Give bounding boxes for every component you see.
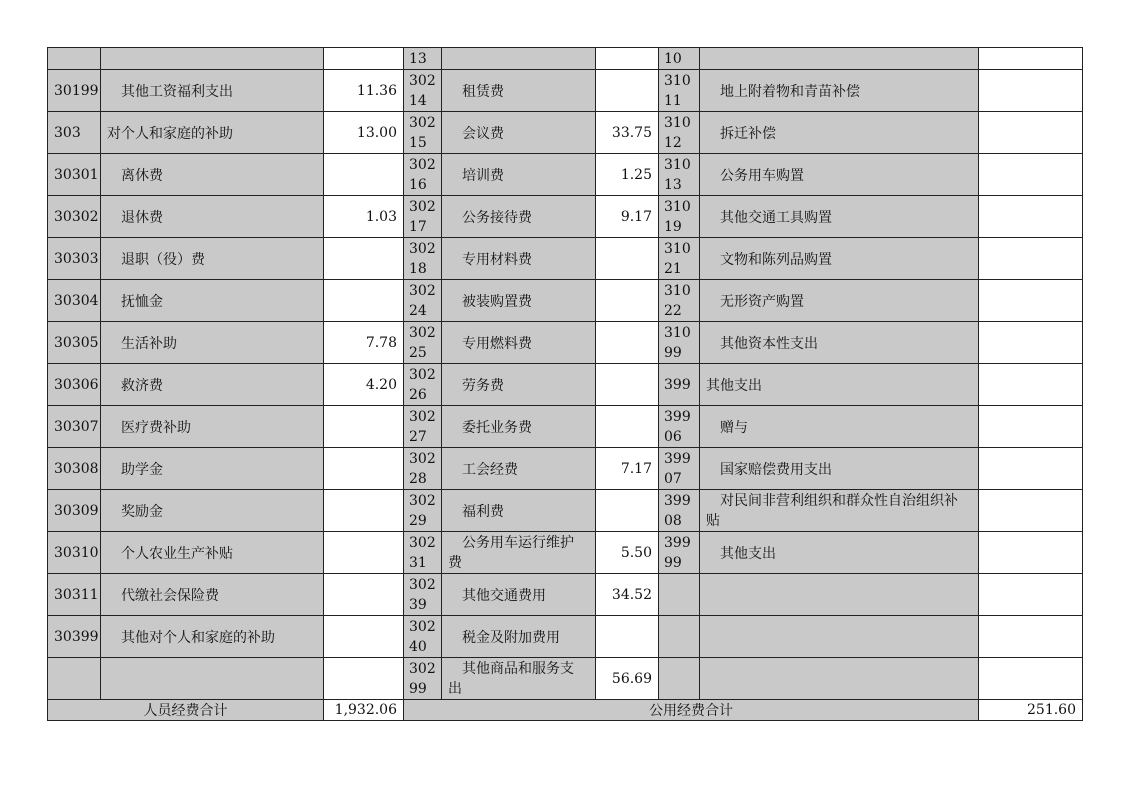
item-amount — [979, 448, 1083, 490]
item-code-part: 28 — [409, 470, 427, 487]
item-name: 租赁费 — [442, 70, 596, 112]
personnel-total-value: 1,932.06 — [324, 700, 404, 721]
item-code-part: 302 — [409, 240, 436, 257]
item-name — [442, 658, 596, 700]
table-row — [48, 112, 1083, 154]
item-name: 劳务费 — [442, 364, 596, 406]
item-code-part: 310 — [664, 324, 691, 341]
item-name: 离休费 — [101, 154, 324, 196]
item-amount: 5.50 — [596, 532, 659, 574]
table-row — [48, 196, 1083, 238]
item-amount: 4.20 — [324, 364, 404, 406]
personnel-total-label: 人员经费合计 — [48, 700, 324, 721]
item-amount: 1.25 — [596, 154, 659, 196]
item-amount — [979, 238, 1083, 280]
item-name: 无形资产购置 — [700, 280, 979, 322]
item-name: 专用燃料费 — [442, 322, 596, 364]
item-amount — [979, 154, 1083, 196]
item-code — [659, 280, 700, 322]
item-code-part: 302 — [409, 534, 436, 551]
item-name — [700, 616, 979, 658]
item-amount — [979, 406, 1083, 448]
item-amount — [324, 448, 404, 490]
item-code — [659, 196, 700, 238]
table-row — [48, 448, 1083, 490]
fragment-code-cell: 13 — [404, 48, 442, 70]
item-code — [659, 658, 700, 700]
item-name: 国家赔偿费用支出 — [700, 448, 979, 490]
item-name-part: 对民间非营利组织和群众性自治组织补 — [720, 492, 958, 509]
item-code — [659, 322, 700, 364]
item-amount — [979, 280, 1083, 322]
item-code: 30305 — [48, 322, 101, 364]
item-code-part: 302 — [409, 618, 436, 635]
table-row — [48, 238, 1083, 280]
table-row — [48, 154, 1083, 196]
item-name: 个人农业生产补贴 — [101, 532, 324, 574]
item-code — [659, 238, 700, 280]
table-row — [48, 322, 1083, 364]
item-amount — [979, 658, 1083, 700]
table-row — [48, 658, 1083, 700]
item-code — [404, 658, 442, 700]
item-name: 其他支出 — [700, 364, 979, 406]
item-code-part: 99 — [664, 344, 682, 361]
item-amount — [979, 532, 1083, 574]
item-code-part: 13 — [664, 176, 682, 193]
item-code-part: 310 — [664, 282, 691, 299]
item-code-part: 310 — [664, 156, 691, 173]
item-code-part: 40 — [409, 638, 427, 655]
item-name: 医疗费补助 — [101, 406, 324, 448]
item-code — [404, 322, 442, 364]
item-code-part: 310 — [664, 114, 691, 131]
item-code — [404, 238, 442, 280]
item-amount: 9.17 — [596, 196, 659, 238]
item-name: 其他支出 — [700, 532, 979, 574]
item-code-part: 15 — [409, 134, 427, 151]
item-name: 其他交通费用 — [442, 574, 596, 616]
table-cell — [101, 48, 324, 70]
item-code — [404, 280, 442, 322]
item-code-part: 19 — [664, 218, 682, 235]
item-code — [404, 196, 442, 238]
item-name: 奖励金 — [101, 490, 324, 532]
item-name-part: 公务用车运行维护 — [462, 534, 574, 551]
item-name: 专用材料费 — [442, 238, 596, 280]
item-name: 培训费 — [442, 154, 596, 196]
item-code: 30309 — [48, 490, 101, 532]
item-code — [659, 70, 700, 112]
item-amount — [596, 280, 659, 322]
table-cell — [324, 48, 404, 70]
item-code-part: 310 — [664, 72, 691, 89]
item-code-part: 27 — [409, 428, 427, 445]
item-amount: 13.00 — [324, 112, 404, 154]
item-code: 30310 — [48, 532, 101, 574]
item-name: 福利费 — [442, 490, 596, 532]
item-name: 其他对个人和家庭的补助 — [101, 616, 324, 658]
item-amount: 34.52 — [596, 574, 659, 616]
item-code-part: 302 — [409, 450, 436, 467]
table-row — [48, 532, 1083, 574]
item-amount — [324, 490, 404, 532]
item-code-part: 29 — [409, 512, 427, 529]
item-name — [700, 574, 979, 616]
fragment-code-cell: 10 — [659, 48, 700, 70]
item-code: 30199 — [48, 70, 101, 112]
item-code-part: 22 — [664, 302, 682, 319]
item-code-part: 18 — [409, 260, 427, 277]
item-amount — [324, 658, 404, 700]
item-code-part: 11 — [664, 92, 682, 109]
item-name: 赠与 — [700, 406, 979, 448]
item-amount — [979, 112, 1083, 154]
item-amount — [979, 70, 1083, 112]
table-row — [48, 364, 1083, 406]
totals-row — [48, 700, 1083, 721]
item-amount — [596, 322, 659, 364]
item-code — [404, 406, 442, 448]
item-code-part: 399 — [664, 534, 691, 551]
item-name: 其他工资福利支出 — [101, 70, 324, 112]
item-name: 被装购置费 — [442, 280, 596, 322]
item-code: 303 — [48, 112, 101, 154]
item-name: 代缴社会保险费 — [101, 574, 324, 616]
item-name: 其他交通工具购置 — [700, 196, 979, 238]
item-code-part: 302 — [409, 660, 436, 677]
item-code — [659, 112, 700, 154]
item-code-part: 06 — [664, 428, 682, 445]
item-amount — [979, 574, 1083, 616]
item-code — [659, 154, 700, 196]
item-code-part: 399 — [664, 450, 691, 467]
item-name-part: 其他商品和服务支 — [462, 660, 574, 677]
item-amount — [979, 364, 1083, 406]
item-name: 其他资本性支出 — [700, 322, 979, 364]
item-code-part: 39 — [409, 596, 427, 613]
item-code: 30301 — [48, 154, 101, 196]
item-code-part: 302 — [409, 198, 436, 215]
item-amount — [596, 490, 659, 532]
item-code-part: 99 — [409, 680, 427, 697]
item-name: 拆迁补偿 — [700, 112, 979, 154]
item-name: 生活补助 — [101, 322, 324, 364]
item-code: 30302 — [48, 196, 101, 238]
table-cell — [596, 48, 659, 70]
item-name — [700, 658, 979, 700]
item-code-part: 399 — [664, 376, 691, 393]
item-name-part: 出 — [448, 680, 462, 697]
item-name: 抚恤金 — [101, 280, 324, 322]
item-code — [404, 70, 442, 112]
item-name: 对个人和家庭的补助 — [101, 112, 324, 154]
item-amount — [596, 616, 659, 658]
item-code-part: 25 — [409, 344, 427, 361]
item-amount — [324, 406, 404, 448]
item-amount — [979, 616, 1083, 658]
item-name — [101, 658, 324, 700]
public-total-label: 公用经费合计 — [404, 700, 979, 721]
continued-fragment-row — [48, 48, 1083, 70]
item-code — [659, 616, 700, 658]
item-code-part: 399 — [664, 408, 691, 425]
item-code-part: 26 — [409, 386, 427, 403]
item-code-part: 24 — [409, 302, 427, 319]
item-code — [404, 574, 442, 616]
item-code: 30307 — [48, 406, 101, 448]
item-amount — [324, 532, 404, 574]
item-code — [404, 364, 442, 406]
item-code-part: 302 — [409, 114, 436, 131]
item-name: 助学金 — [101, 448, 324, 490]
table-cell — [48, 48, 101, 70]
item-amount: 1.03 — [324, 196, 404, 238]
item-code-part: 302 — [409, 156, 436, 173]
item-code-part: 07 — [664, 470, 682, 487]
item-name — [700, 490, 979, 532]
item-code-part: 302 — [409, 492, 436, 509]
item-name: 地上附着物和青苗补偿 — [700, 70, 979, 112]
item-code — [404, 154, 442, 196]
table-row — [48, 406, 1083, 448]
item-code: 30311 — [48, 574, 101, 616]
item-code — [404, 490, 442, 532]
item-code-part: 310 — [664, 198, 691, 215]
item-amount — [324, 616, 404, 658]
item-amount: 33.75 — [596, 112, 659, 154]
item-code: 30303 — [48, 238, 101, 280]
item-amount — [324, 238, 404, 280]
table-row — [48, 70, 1083, 112]
item-code-part: 08 — [664, 512, 682, 529]
item-name: 委托业务费 — [442, 406, 596, 448]
item-code — [404, 112, 442, 154]
item-code — [659, 532, 700, 574]
item-code: 30306 — [48, 364, 101, 406]
item-name: 退职（役）费 — [101, 238, 324, 280]
item-code — [659, 364, 700, 406]
table-row — [48, 616, 1083, 658]
public-total-value: 251.60 — [979, 700, 1083, 721]
item-code — [659, 406, 700, 448]
item-code — [404, 448, 442, 490]
item-name: 会议费 — [442, 112, 596, 154]
table-cell — [700, 48, 979, 70]
item-code — [404, 532, 442, 574]
item-code — [659, 448, 700, 490]
item-code — [404, 616, 442, 658]
item-amount — [979, 196, 1083, 238]
item-amount — [979, 490, 1083, 532]
item-amount: 7.17 — [596, 448, 659, 490]
table-cell — [442, 48, 596, 70]
table-row — [48, 280, 1083, 322]
item-amount — [596, 406, 659, 448]
item-code-part: 99 — [664, 554, 682, 571]
item-code-part: 17 — [409, 218, 427, 235]
item-amount — [324, 280, 404, 322]
item-code — [659, 490, 700, 532]
item-amount — [324, 574, 404, 616]
item-code: 30308 — [48, 448, 101, 490]
item-name: 工会经费 — [442, 448, 596, 490]
item-amount — [324, 154, 404, 196]
item-name: 退休费 — [101, 196, 324, 238]
item-name: 救济费 — [101, 364, 324, 406]
item-name: 税金及附加费用 — [442, 616, 596, 658]
item-code-part: 302 — [409, 366, 436, 383]
table-cell — [979, 48, 1083, 70]
item-name: 公务用车购置 — [700, 154, 979, 196]
item-code — [659, 574, 700, 616]
item-code-part: 310 — [664, 240, 691, 257]
table-row — [48, 490, 1083, 532]
item-code-part: 302 — [409, 408, 436, 425]
item-code-part: 21 — [664, 260, 682, 277]
item-name-part: 费 — [448, 554, 462, 571]
item-name: 文物和陈列品购置 — [700, 238, 979, 280]
item-amount: 11.36 — [324, 70, 404, 112]
item-name-part: 贴 — [706, 512, 720, 529]
item-amount — [596, 70, 659, 112]
item-name: 公务接待费 — [442, 196, 596, 238]
item-code-part: 16 — [409, 176, 427, 193]
item-code-part: 302 — [409, 576, 436, 593]
item-amount — [596, 238, 659, 280]
item-code: 30399 — [48, 616, 101, 658]
item-amount — [596, 364, 659, 406]
table-row — [48, 574, 1083, 616]
item-amount: 7.78 — [324, 322, 404, 364]
item-code-part: 302 — [409, 72, 436, 89]
item-amount: 56.69 — [596, 658, 659, 700]
item-name — [442, 532, 596, 574]
budget-expense-table — [47, 47, 1083, 721]
item-code-part: 31 — [409, 554, 427, 571]
item-code-part: 14 — [409, 92, 427, 109]
item-code-part: 399 — [664, 492, 691, 509]
item-amount — [979, 322, 1083, 364]
item-code-part: 302 — [409, 324, 436, 341]
item-code — [48, 658, 101, 700]
item-code-part: 12 — [664, 134, 682, 151]
item-code-part: 302 — [409, 282, 436, 299]
item-code: 30304 — [48, 280, 101, 322]
